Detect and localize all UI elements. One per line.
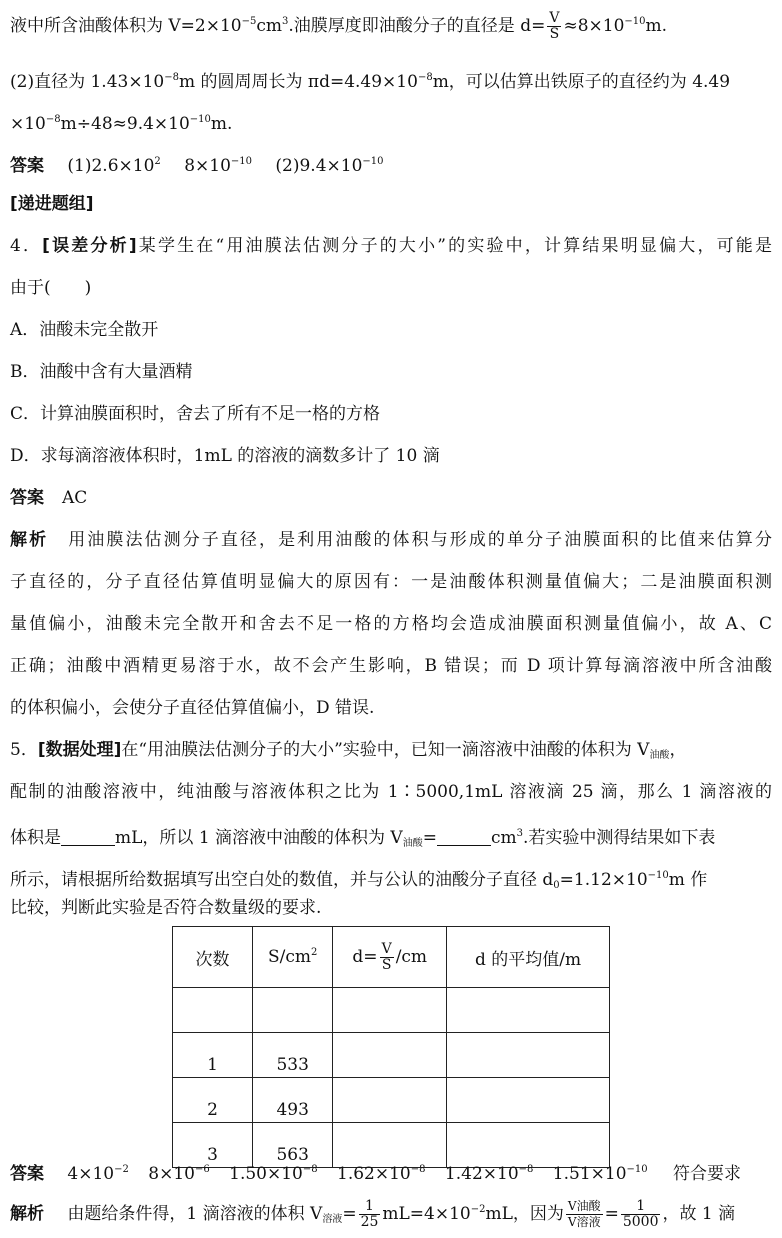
denominator: S — [381, 956, 392, 973]
text: 用油膜法估测分子直径，是利用油酸的体积与形成的单分子油膜面积的比值来估算分 — [66, 530, 773, 550]
table-header-row — [173, 927, 610, 988]
text: cm — [490, 828, 517, 848]
option-d: D．求每滴溶液体积时，1mL 的溶液的滴数多计了 10 滴 — [10, 446, 440, 466]
superscript: −10 — [624, 16, 646, 27]
text: 1.42×10 — [444, 1164, 519, 1184]
subscript: 油酸 — [649, 750, 670, 761]
text-line — [10, 864, 772, 898]
text: 4×10 — [67, 1164, 115, 1184]
option-c: C．计算油膜面积时，舍去了所有不足一格的方格 — [10, 404, 381, 424]
text: 8×10 — [148, 1164, 195, 1184]
denominator: 5000 — [622, 1214, 659, 1230]
cell-area — [252, 988, 332, 1033]
text: (2)直径为 1.43×10 — [10, 72, 165, 92]
answer-label: 答案 — [10, 1164, 44, 1184]
question-tag: [误差分析] — [42, 236, 137, 256]
subscript: 油酸 — [402, 838, 423, 849]
text-line: 比较，判断此实验是否符合数量级的要求. — [10, 898, 322, 918]
superscript: −10 — [647, 870, 669, 881]
numerator: V — [549, 10, 560, 26]
text: .油膜厚度即油酸分子的直径是 d= — [288, 16, 546, 36]
analysis-label: 解析 — [10, 530, 49, 550]
superscript: 2 — [311, 947, 318, 958]
option-a: A．油酸未完全散开 — [10, 320, 159, 340]
superscript: −8 — [410, 1164, 426, 1175]
text: m÷48≈9.4×10 — [60, 114, 190, 134]
answer-line — [10, 486, 772, 510]
answer-blank — [61, 829, 115, 846]
superscript: −10 — [230, 156, 252, 167]
analysis-label: 解析 — [10, 1204, 44, 1224]
cell-area: 493 — [252, 1078, 332, 1123]
text-line: 配制的油酸溶液中，纯油酸与溶液体积之比为 1∶5000,1mL 溶液滴 25 滴，那么 1 滴溶液的 — [10, 782, 772, 802]
text: 1.51×10 — [552, 1164, 627, 1184]
cell-count: 2 — [173, 1078, 253, 1123]
text: 液中所含油酸体积为 V=2×10 — [10, 16, 242, 36]
superscript: −10 — [362, 156, 384, 167]
superscript: −5 — [241, 16, 257, 27]
numerator: V油酸 — [567, 1199, 601, 1213]
superscript: −10 — [626, 1164, 648, 1175]
fraction — [621, 1199, 661, 1230]
analysis-line: 的体积偏小，会使分子直径估算值偏小，D 错误. — [10, 698, 375, 718]
data-table — [172, 926, 610, 1168]
text-line: 由于( ) — [10, 278, 92, 298]
text-line — [10, 108, 772, 136]
text: .若实验中测得结果如下表 — [523, 828, 716, 848]
text: 1.50×10 — [229, 1164, 303, 1184]
fraction — [566, 1199, 603, 1230]
header-count: 次数 — [173, 927, 253, 988]
cell-diameter — [333, 1033, 447, 1078]
header-area — [252, 927, 332, 988]
text: (2)9.4×10 — [275, 156, 363, 176]
text: mL=4×10 — [382, 1204, 471, 1224]
denominator: V溶液 — [567, 1215, 601, 1229]
cell-average — [447, 1033, 610, 1078]
answer-line — [10, 1158, 772, 1186]
superscript: −8 — [302, 1164, 318, 1175]
text: ≈8×10 — [563, 16, 625, 36]
cell-area: 533 — [252, 1033, 332, 1078]
text: 体积是 — [10, 828, 61, 848]
answer-label: 答案 — [10, 488, 44, 508]
superscript: 3 — [516, 828, 523, 839]
text: ，故 1 滴 — [662, 1204, 736, 1224]
superscript: 2 — [154, 156, 161, 167]
numerator: 1 — [621, 1199, 661, 1215]
text: 8×10 — [184, 156, 231, 176]
text: 1.62×10 — [337, 1164, 411, 1184]
superscript: −2 — [470, 1204, 486, 1215]
text: d= — [352, 946, 378, 967]
superscript: −6 — [194, 1164, 210, 1175]
text-line — [10, 10, 772, 42]
superscript: −10 — [189, 114, 211, 125]
question-5-stem — [10, 738, 772, 768]
text: ×10 — [10, 114, 46, 134]
subscript: 0 — [553, 880, 560, 891]
analysis-line: 子直径的，分子直径估算值明显偏大的原因有：一是油酸体积测量值偏大；二是油膜面积测 — [10, 572, 772, 592]
header-average: d 的平均值/m — [447, 927, 610, 988]
cell-average — [447, 988, 610, 1033]
denominator: S — [549, 26, 560, 42]
cell-diameter — [333, 988, 447, 1033]
text-line — [10, 66, 772, 94]
numerator: V — [381, 940, 392, 957]
analysis-line: 量值偏小，油酸未完全散开和舍去不足一格的方格均会造成油膜面积测量值偏小，故 A、C — [10, 614, 772, 634]
superscript: −8 — [45, 114, 61, 125]
text: (1)2.6×10 — [67, 156, 155, 176]
answer-value: AC — [62, 488, 88, 508]
text: m 作 — [668, 870, 708, 890]
superscript: 3 — [282, 16, 289, 27]
cell-count — [173, 988, 253, 1033]
text: = — [342, 1204, 357, 1224]
cell-diameter — [333, 1078, 447, 1123]
text: = — [604, 1204, 619, 1224]
text: 在“用油膜法估测分子的大小”实验中，已知一滴溶液中油酸的体积为 V — [121, 740, 650, 760]
cell-average — [447, 1078, 610, 1123]
cell-count: 3 — [173, 1123, 253, 1168]
superscript: −8 — [417, 72, 433, 83]
text: mL，所以 1 滴溶液中油酸的体积为 V — [115, 828, 403, 848]
text: mL，因为 — [485, 1204, 564, 1224]
text: 符合要求 — [673, 1164, 742, 1184]
text-line — [10, 822, 772, 856]
analysis-line: 正确；油酸中酒精更易溶于水，故不会产生影响，B 错误；而 D 项计算每滴溶液中所含油酸 — [10, 656, 772, 676]
cell-count: 1 — [173, 1033, 253, 1078]
text: m. — [645, 16, 668, 36]
text: S/cm — [268, 947, 312, 967]
table-row — [173, 1078, 610, 1123]
text: = — [422, 828, 437, 848]
option-b: B．油酸中含有大量酒精 — [10, 362, 193, 382]
text: 由题给条件得，1 滴溶液的体积 V — [67, 1204, 323, 1224]
denominator: 25 — [360, 1214, 379, 1230]
question-tag: [数据处理] — [37, 740, 122, 760]
answer-line — [10, 150, 772, 178]
numerator: 1 — [359, 1199, 381, 1215]
answer-label: 答案 — [10, 156, 44, 176]
fraction — [380, 942, 394, 973]
text: m 的圆周周长为 πd=4.49×10 — [178, 72, 418, 92]
answer-blank — [437, 829, 491, 846]
section-title: [递进题组] — [10, 194, 94, 214]
superscript: −8 — [518, 1164, 534, 1175]
text: ， — [669, 740, 687, 760]
text: cm — [256, 16, 283, 36]
subscript: 溶液 — [322, 1214, 343, 1225]
cell-area: 563 — [252, 1123, 332, 1168]
table-row — [173, 1033, 610, 1078]
table-row — [173, 988, 610, 1033]
fraction — [359, 1199, 381, 1230]
text: =1.12×10 — [559, 870, 648, 890]
text: /cm — [395, 946, 428, 967]
question-4-stem — [10, 234, 772, 258]
analysis-line — [10, 1198, 772, 1232]
superscript: −2 — [114, 1164, 129, 1175]
text: m，可以估算出铁原子的直径约为 4.49 — [432, 72, 731, 92]
fraction — [547, 11, 561, 42]
text: m. — [210, 114, 233, 134]
superscript: −8 — [164, 72, 179, 83]
question-number: 5． — [10, 740, 38, 760]
analysis-line — [10, 528, 772, 552]
text: 所示，请根据所给数据填写出空白处的数值，并与公认的油酸分子直径 d — [10, 870, 554, 890]
header-diameter — [333, 927, 447, 988]
question-number: 4． — [10, 236, 43, 256]
text: 某学生在“用油膜法估测分子的大小”的实验中，计算结果明显偏大，可能是 — [136, 236, 772, 256]
